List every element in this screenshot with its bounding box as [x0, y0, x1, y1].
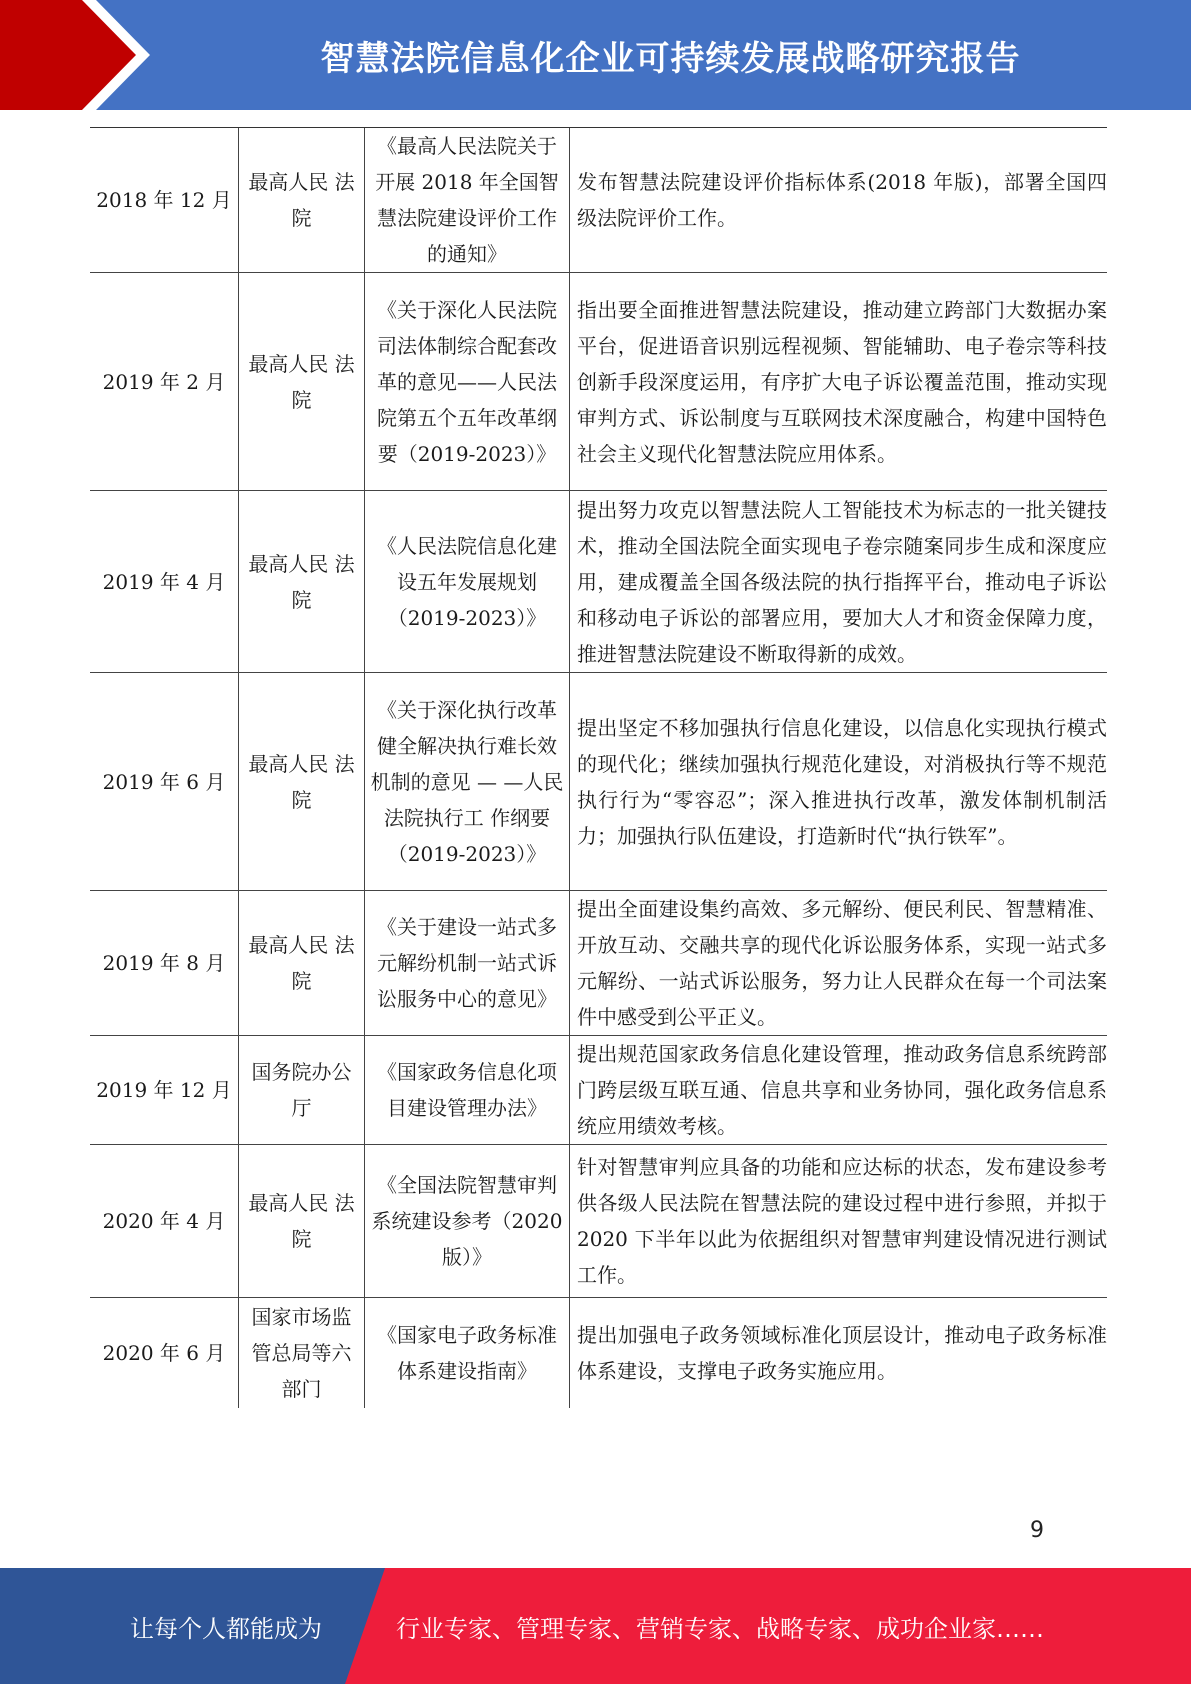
org-text: 最高人民 法院: [248, 351, 355, 412]
org-cell: [239, 1145, 365, 1298]
document-cell: [365, 673, 570, 891]
org-text: 最高人民 法院: [248, 1191, 355, 1251]
description-text: 针对智慧审判应具备的功能和应达标的状态，发布建设参考供各级人民法院在智慧法院的建设过程中进行参照，并拟于 2020 下半年以此为依据组织对智慧审判建设情况进行测试工作。: [577, 1155, 1107, 1287]
header-banner: [0, 0, 1191, 110]
org-text: 最高人民 法院: [248, 751, 355, 812]
table-row: [90, 1145, 1107, 1298]
date-cell: 2019 年 6 月: [90, 673, 239, 891]
description-text: 提出规范国家政务信息化建设管理，推动政务信息系统跨部门跨层级互联互通、信息共享和业务协同，强化政务信息系统应用绩效考核。: [577, 1042, 1107, 1138]
document-cell: [365, 273, 570, 491]
table-row: [90, 1036, 1107, 1145]
org-text: 最高人民 法院: [248, 170, 355, 230]
description-cell: [570, 1298, 1108, 1408]
date-cell: 2019 年 8 月: [90, 891, 239, 1036]
description-cell: [570, 273, 1108, 491]
document-title: 《国家政务信息化项目建设管理办法》: [377, 1060, 557, 1120]
org-cell: [239, 273, 365, 491]
date-cell: 2019 年 12 月: [90, 1036, 239, 1145]
table-row: [90, 128, 1107, 273]
org-text: 国务院办公厅: [251, 1060, 352, 1120]
description-text: 发布智慧法院建设评价指标体系(2018 年版)，部署全国四级法院评价工作。: [577, 170, 1107, 230]
document-title: 《关于建设一站式多元解纷机制一站式诉讼服务中心的意见》: [377, 915, 557, 1011]
document-title: 《关于深化执行改革健全解决执行难长效机制的意见 — —人民法院执行工 作纲要（2019-2023）》: [370, 697, 564, 866]
description-cell: [570, 491, 1108, 673]
document-cell: [365, 891, 570, 1036]
table-row: [90, 273, 1107, 491]
date-cell: 2020 年 4 月: [90, 1145, 239, 1298]
org-cell: [239, 491, 365, 673]
date-cell: 2020 年 6 月: [90, 1298, 239, 1408]
document-title: 《国家电子政务标准体系建设指南》: [377, 1322, 557, 1383]
date-cell: 2018 年 12 月: [90, 128, 239, 273]
document-cell: [365, 1036, 570, 1145]
table-row: [90, 891, 1107, 1036]
org-text: 最高人民 法院: [248, 933, 355, 993]
description-cell: [570, 128, 1108, 273]
description-cell: [570, 1036, 1108, 1145]
footer-slogan-left: 让每个人都能成为: [130, 1614, 322, 1643]
date-cell: 2019 年 4 月: [90, 491, 239, 673]
org-cell: [239, 1036, 365, 1145]
table-row: [90, 1298, 1107, 1408]
org-text: 国家市场监管总局等六部门: [251, 1304, 352, 1401]
table-row: [90, 673, 1107, 891]
description-text: 提出努力攻克以智慧法院人工智能技术为标志的一批关键技术，推动全国法院全面实现电子卷宗随案同步生成和深度应用，建成覆盖全国各级法院的执行指挥平台，推动电子诉讼和移动电子诉讼的部署应用，要加大人才和资金保障力度，推进智慧法院建设不断取得新的成效。: [577, 497, 1107, 666]
description-text: 指出要全面推进智慧法院建设，推动建立跨部门大数据办案平台，促进语音识别远程视频、智能辅助、电子卷宗等科技创新手段深度运用，有序扩大电子诉讼覆盖范围，推动实现审判方式、诉讼制度与互联网技术深度融合，构建中国特色社会主义现代化智慧法院应用体系。: [577, 297, 1107, 466]
table-row: [90, 491, 1107, 673]
description-text: 提出全面建设集约高效、多元解纷、便民利民、智慧精准、开放互动、交融共享的现代化诉讼服务体系，实现一站式多元解纷、一站式诉讼服务，努力让人民群众在每一个司法案件中感受到公平正义。: [577, 897, 1107, 1029]
footer-slogan-right: 行业专家、管理专家、营销专家、战略专家、成功企业家……: [396, 1614, 1044, 1643]
document-cell: [365, 128, 570, 273]
org-cell: [239, 891, 365, 1036]
document-cell: [365, 491, 570, 673]
document-cell: [365, 1298, 570, 1408]
red-arrow-logo: [0, 0, 160, 110]
org-cell: [239, 673, 365, 891]
description-text: 提出坚定不移加强执行信息化建设，以信息化实现执行模式的现代化；继续加强执行规范化建设，对消极执行等不规范执行行为“零容忍”；深入推进执行改革，激发体制机制活力；加强执行队伍建设，打造新时代“执行铁军”。: [577, 715, 1107, 848]
description-cell: [570, 1145, 1108, 1298]
org-cell: [239, 128, 365, 273]
description-text: 提出加强电子政务领域标准化顶层设计，推动电子政务标准体系建设，支撑电子政务实施应用。: [577, 1322, 1107, 1383]
document-cell: [365, 1145, 570, 1298]
description-cell: [570, 673, 1108, 891]
date-cell: 2019 年 2 月: [90, 273, 239, 491]
document-title: 《关于深化人民法院司法体制综合配套改革的意见——人民法院第五个五年改革纲要（2019-2023）》: [377, 297, 557, 466]
org-cell: [239, 1298, 365, 1408]
footer-banner: [0, 1568, 1191, 1684]
description-cell: [570, 891, 1108, 1036]
page-number: 9: [1030, 1518, 1044, 1543]
report-title: 智慧法院信息化企业可持续发展战略研究报告: [320, 38, 1021, 79]
document-title: 《全国法院智慧审判系统建设参考（2020 版）》: [371, 1173, 563, 1269]
policy-table: [90, 127, 1107, 1408]
org-text: 最高人民 法院: [248, 551, 355, 612]
document-title: 《人民法院信息化建设五年发展规划（2019-2023）》: [377, 533, 557, 630]
document-title: 《最高人民法院关于开展 2018 年全国智慧法院建设评价工作的通知》: [375, 134, 559, 266]
